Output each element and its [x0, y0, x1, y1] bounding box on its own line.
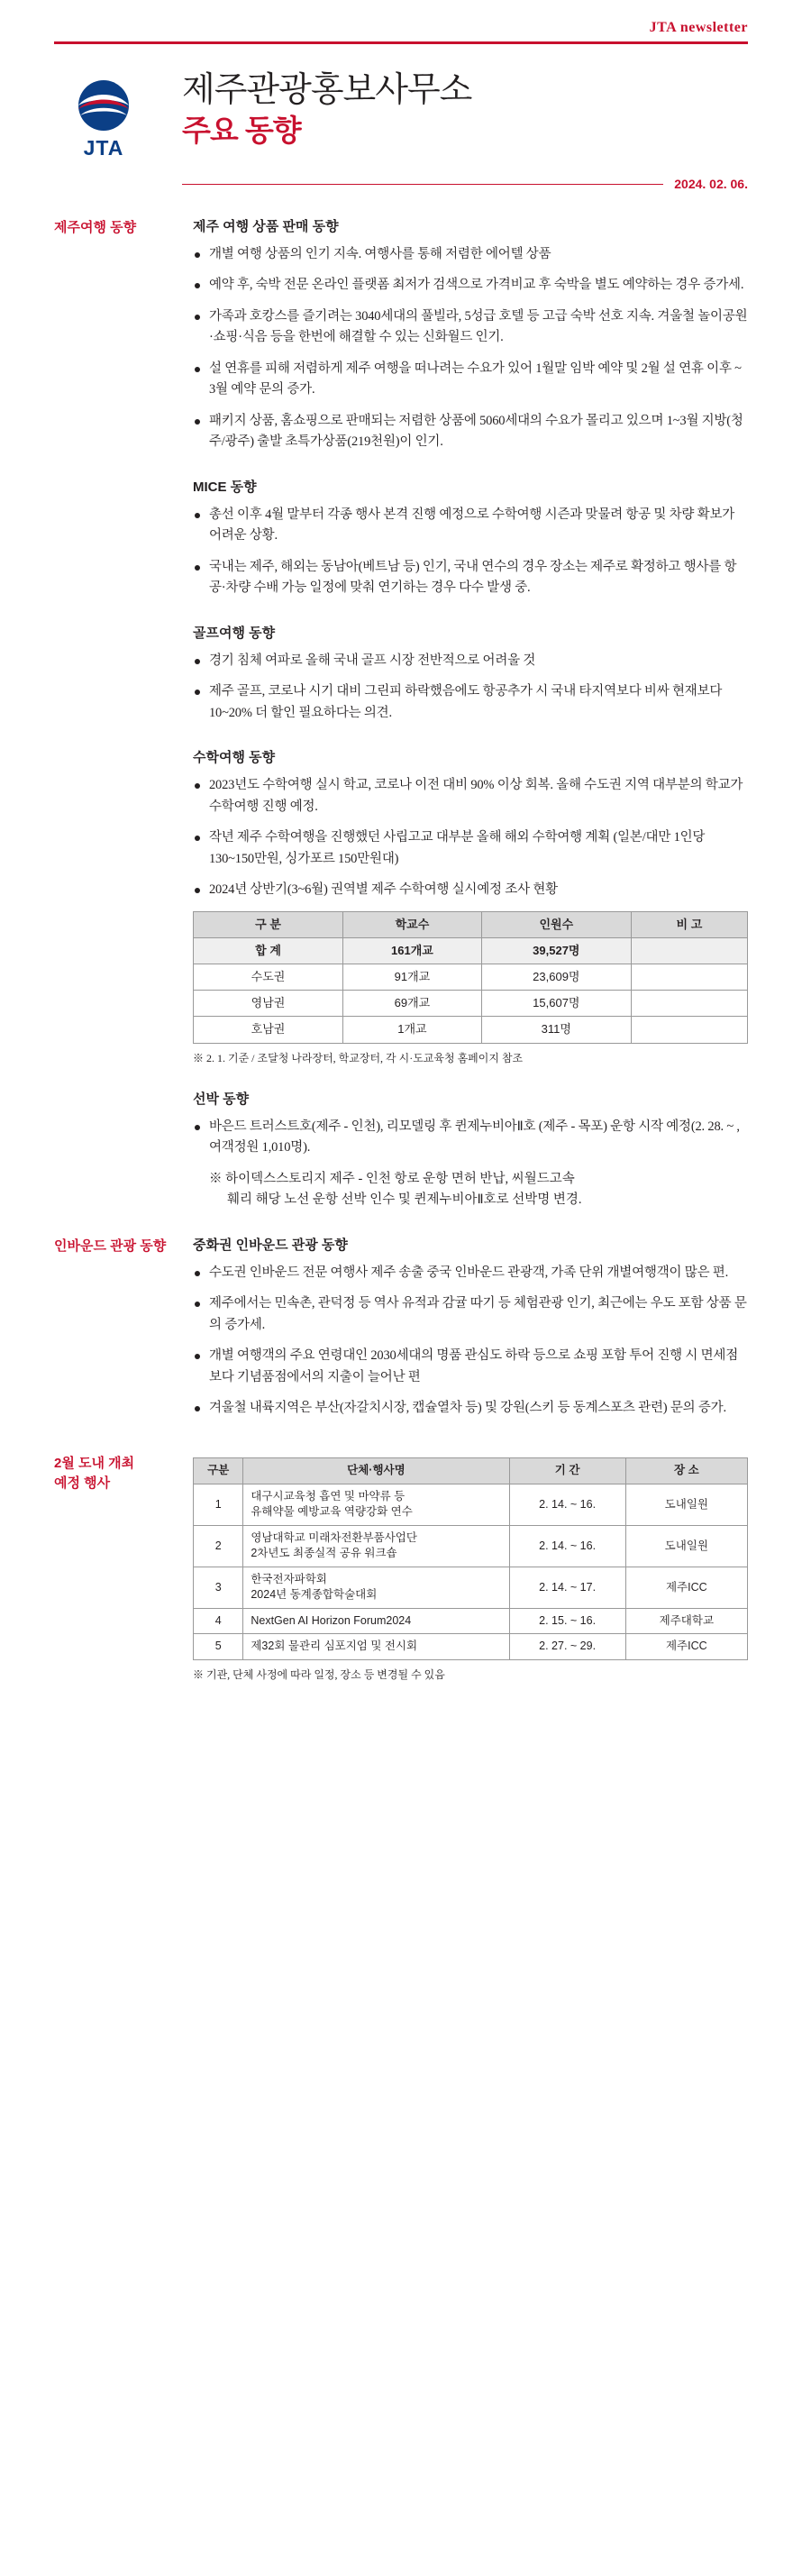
table-cell — [631, 937, 747, 964]
column-header: 단체·행사명 — [243, 1458, 509, 1484]
list-item: 2024년 상반기(3~6월) 권역별 제주 수학여행 실시예정 조사 현황 — [193, 880, 748, 900]
list-item: 총선 이후 4월 말부터 각종 행사 본격 진행 예정으로 수학여행 시즌과 맞물려 항공 및 차량 확보가 어려운 상황. — [193, 505, 748, 547]
table-cell: 23,609명 — [481, 964, 631, 991]
events-table-note: ※ 기관, 단체 사정에 따라 일정, 장소 등 변경될 수 있음 — [193, 1667, 445, 1681]
date-row — [0, 160, 802, 191]
ship-note-line-1: ※ 하이덱스스토리지 제주 - 인천 항로 운항 면허 반납, 씨월드고속 — [209, 1171, 575, 1186]
table-row — [194, 1017, 748, 1043]
table-row — [194, 1525, 748, 1567]
list-item: 설 연휴를 피해 저렴하게 제주 여행을 떠나려는 수요가 있어 1월말 임박 예약 및 2월 설 연휴 이후 ~ 3월 예약 문의 증가. — [193, 359, 748, 401]
column-header: 인원수 — [481, 911, 631, 937]
table-cell — [631, 1017, 747, 1043]
event-name: 제32회 물관리 심포지엄 및 전시회 — [243, 1634, 509, 1660]
table-row — [194, 991, 748, 1017]
list-item: 작년 제주 수학여행을 진행했던 사립고교 대부분 올해 해외 수학여행 계획 (일본/대만 1인당 130~150만원, 싱가포르 150만원대) — [193, 827, 748, 870]
list-item: 개별 여행객의 주요 연령대인 2030세대의 명품 관심도 하락 등으로 쇼핑 포함 투어 진행 시 면세점보다 기념품점에서의 지출이 늘어난 편 — [193, 1346, 748, 1388]
date-divider — [182, 184, 663, 185]
event-place: 제주ICC — [625, 1567, 747, 1608]
subsection-school-trip — [193, 747, 748, 1064]
list-item: 가족과 호캉스를 즐기려는 3040세대의 풀빌라, 5성급 호텔 등 고급 숙박 선호 지속. 겨울철 놀이공원·쇼핑·식음 등을 한번에 해결할 수 있는 신화월드 인기. — [193, 306, 748, 349]
events-table — [193, 1457, 748, 1660]
table-cell: 311명 — [481, 1017, 631, 1043]
subsection-golf — [193, 623, 748, 724]
list-item: 제주 골프, 코로나 시기 대비 그린피 하락했음에도 항공추가 시 국내 타지역보다 비싸 현재보다 10~20% 더 할인 필요하다는 의견. — [193, 681, 748, 724]
bullet-list — [193, 244, 748, 453]
subsection-title: 중화권 인바운드 관광 동향 — [193, 1237, 348, 1253]
jta-logo-icon — [71, 78, 136, 134]
event-period: 2. 15. ~ 16. — [509, 1608, 625, 1634]
bullet-list — [193, 651, 748, 724]
table-row — [194, 1484, 748, 1525]
section-label — [54, 1452, 182, 1494]
table-cell: 161개교 — [343, 937, 482, 964]
table-row — [194, 937, 748, 964]
list-item: 예약 후, 숙박 전문 온라인 플랫폼 최저가 검색으로 가격비교 후 숙박을 별도 예약하는 경우 증가세. — [193, 275, 748, 296]
event-name: 한국전자파학회 2024년 동계종합학술대회 — [243, 1567, 509, 1608]
event-period: 2. 27. ~ 29. — [509, 1634, 625, 1660]
top-bar — [0, 0, 802, 44]
bullet-list — [193, 775, 748, 900]
subsection-title: 선박 동향 — [193, 1091, 250, 1107]
page-subtitle: 주요 동향 — [182, 114, 301, 148]
event-name: 영남대학교 미래차전환부품사업단 2차년도 최종실적 공유 워크숍 — [243, 1525, 509, 1567]
table-row — [194, 1608, 748, 1634]
content — [0, 191, 802, 1723]
subsection-china-inbound — [193, 1235, 748, 1420]
table-cell: 영남권 — [194, 991, 343, 1017]
event-place: 제주ICC — [625, 1634, 747, 1660]
table-row — [194, 964, 748, 991]
list-item: 2023년도 수학여행 실시 학교, 코로나 이전 대비 90% 이상 회복. 올해 수도권 지역 대부분의 학교가 수학여행 진행 예정. — [193, 775, 748, 818]
title-block — [153, 69, 748, 149]
list-item: 국내는 제주, 해외는 동남아(베트남 등) 인기, 국내 연수의 경우 장소는 제주로 확정하고 행사를 항공·차량 수배 가능 일정에 맞춰 연기하는 경우 다수 발생 중. — [193, 557, 748, 599]
section-label: 인바운드 관광 동향 — [54, 1238, 167, 1254]
event-no: 4 — [194, 1608, 243, 1634]
list-item: 바은드 트러스트호(제주 - 인천), 리모델링 후 퀸제누비아Ⅱ호 (제주 - 목포) 운항 시작 예정(2. 28. ~ , 여객정원 1,010명). — [193, 1117, 748, 1159]
list-item: 겨울철 내륙지역은 부산(자갈치시장, 캡슐열차 등) 및 강원(스키 등 동계스포츠 관련) 문의 증가. — [193, 1398, 748, 1419]
subsection-title: 수학여행 동향 — [193, 750, 276, 766]
list-item: 개별 여행 상품의 인기 지속. 여행사를 통해 저렴한 에어텔 상품 — [193, 244, 748, 265]
event-place: 제주대학교 — [625, 1608, 747, 1634]
table-row — [194, 1634, 748, 1660]
table-cell: 91개교 — [343, 964, 482, 991]
document-header — [0, 44, 802, 160]
table-cell — [631, 964, 747, 991]
column-header: 구분 — [194, 1458, 243, 1484]
event-period: 2. 14. ~ 16. — [509, 1484, 625, 1525]
table-cell: 69개교 — [343, 991, 482, 1017]
section-label: 제주여행 동향 — [54, 220, 137, 235]
section-body — [182, 1235, 748, 1430]
jta-logo-text: JTA — [83, 136, 124, 160]
section-february-events — [54, 1452, 748, 1682]
subsection-title: 골프여행 동향 — [193, 625, 276, 641]
list-item: 제주에서는 민속촌, 관덕정 등 역사 유적과 감귤 따기 등 체험관광 인기, 최근에는 우도 포함 상품 문의 증가세. — [193, 1293, 748, 1336]
event-no: 5 — [194, 1634, 243, 1660]
table-cell: 15,607명 — [481, 991, 631, 1017]
section-body — [182, 216, 748, 1211]
event-period: 2. 14. ~ 16. — [509, 1525, 625, 1567]
table-header-row — [194, 1458, 748, 1484]
column-header: 구 분 — [194, 911, 343, 937]
column-header: 비 고 — [631, 911, 747, 937]
subsection-title: MICE 동향 — [193, 479, 257, 495]
section-body — [182, 1452, 748, 1682]
event-no: 2 — [194, 1525, 243, 1567]
column-header: 장 소 — [625, 1458, 747, 1484]
table-cell: 1개교 — [343, 1017, 482, 1043]
newsletter-label: JTA newsletter — [649, 20, 748, 35]
event-place: 도내일원 — [625, 1484, 747, 1525]
event-name: NextGen AI Horizon Forum2024 — [243, 1608, 509, 1634]
list-item: 수도권 인바운드 전문 여행사 제주 송출 중국 인바운드 관광객, 가족 단위 개별여행객이 많은 편. — [193, 1263, 748, 1283]
table-header-row — [194, 911, 748, 937]
table-cell: 39,527명 — [481, 937, 631, 964]
section-inbound — [54, 1235, 748, 1430]
subsection-product-sales — [193, 216, 748, 453]
table-cell: 합 계 — [194, 937, 343, 964]
jta-logo — [54, 69, 153, 160]
event-no: 3 — [194, 1567, 243, 1608]
column-header: 학교수 — [343, 911, 482, 937]
subsection-title: 제주 여행 상품 판매 동향 — [193, 219, 339, 234]
events-label-line-1: 2월 도내 개최 — [54, 1456, 135, 1472]
bullet-list — [193, 1117, 748, 1159]
list-item: 경기 침체 여파로 올해 국내 골프 시장 전반적으로 어려울 것 — [193, 651, 748, 671]
subsection-ship — [193, 1089, 748, 1211]
table-row — [194, 1567, 748, 1608]
issue-date: 2024. 02. 06. — [674, 177, 748, 191]
events-label-line-2: 예정 행사 — [54, 1475, 111, 1492]
table-cell: 수도권 — [194, 964, 343, 991]
event-place: 도내일원 — [625, 1525, 747, 1567]
event-name: 대구시교육청 흡연 및 마약류 등 유해약물 예방교육 역량강화 연수 — [243, 1484, 509, 1525]
section-jeju-travel — [54, 216, 748, 1211]
ship-note-line-2: 훼리 해당 노선 운항 선박 인수 및 퀸제누비아Ⅱ호로 선박명 변경. — [227, 1192, 582, 1208]
school-trip-table — [193, 911, 748, 1044]
bullet-list — [193, 505, 748, 599]
list-item: 패키지 상품, 홈쇼핑으로 판매되는 저렴한 상품에 5060세대의 수요가 몰리고 있으며 1~3월 지방(청주/광주) 출발 초특가상품(219천원)이 인기. — [193, 411, 748, 453]
page-title: 제주관광홍보사무소 — [182, 71, 472, 109]
event-period: 2. 14. ~ 17. — [509, 1567, 625, 1608]
subsection-mice — [193, 477, 748, 599]
table-cell: 호남권 — [194, 1017, 343, 1043]
bullet-list — [193, 1263, 748, 1420]
event-no: 1 — [194, 1484, 243, 1525]
column-header: 기 간 — [509, 1458, 625, 1484]
table-note: ※ 2. 1. 기준 / 조달청 나라장터, 학교장터, 각 시·도교육청 홈페이지 참조 — [193, 1051, 524, 1064]
table-cell — [631, 991, 747, 1017]
